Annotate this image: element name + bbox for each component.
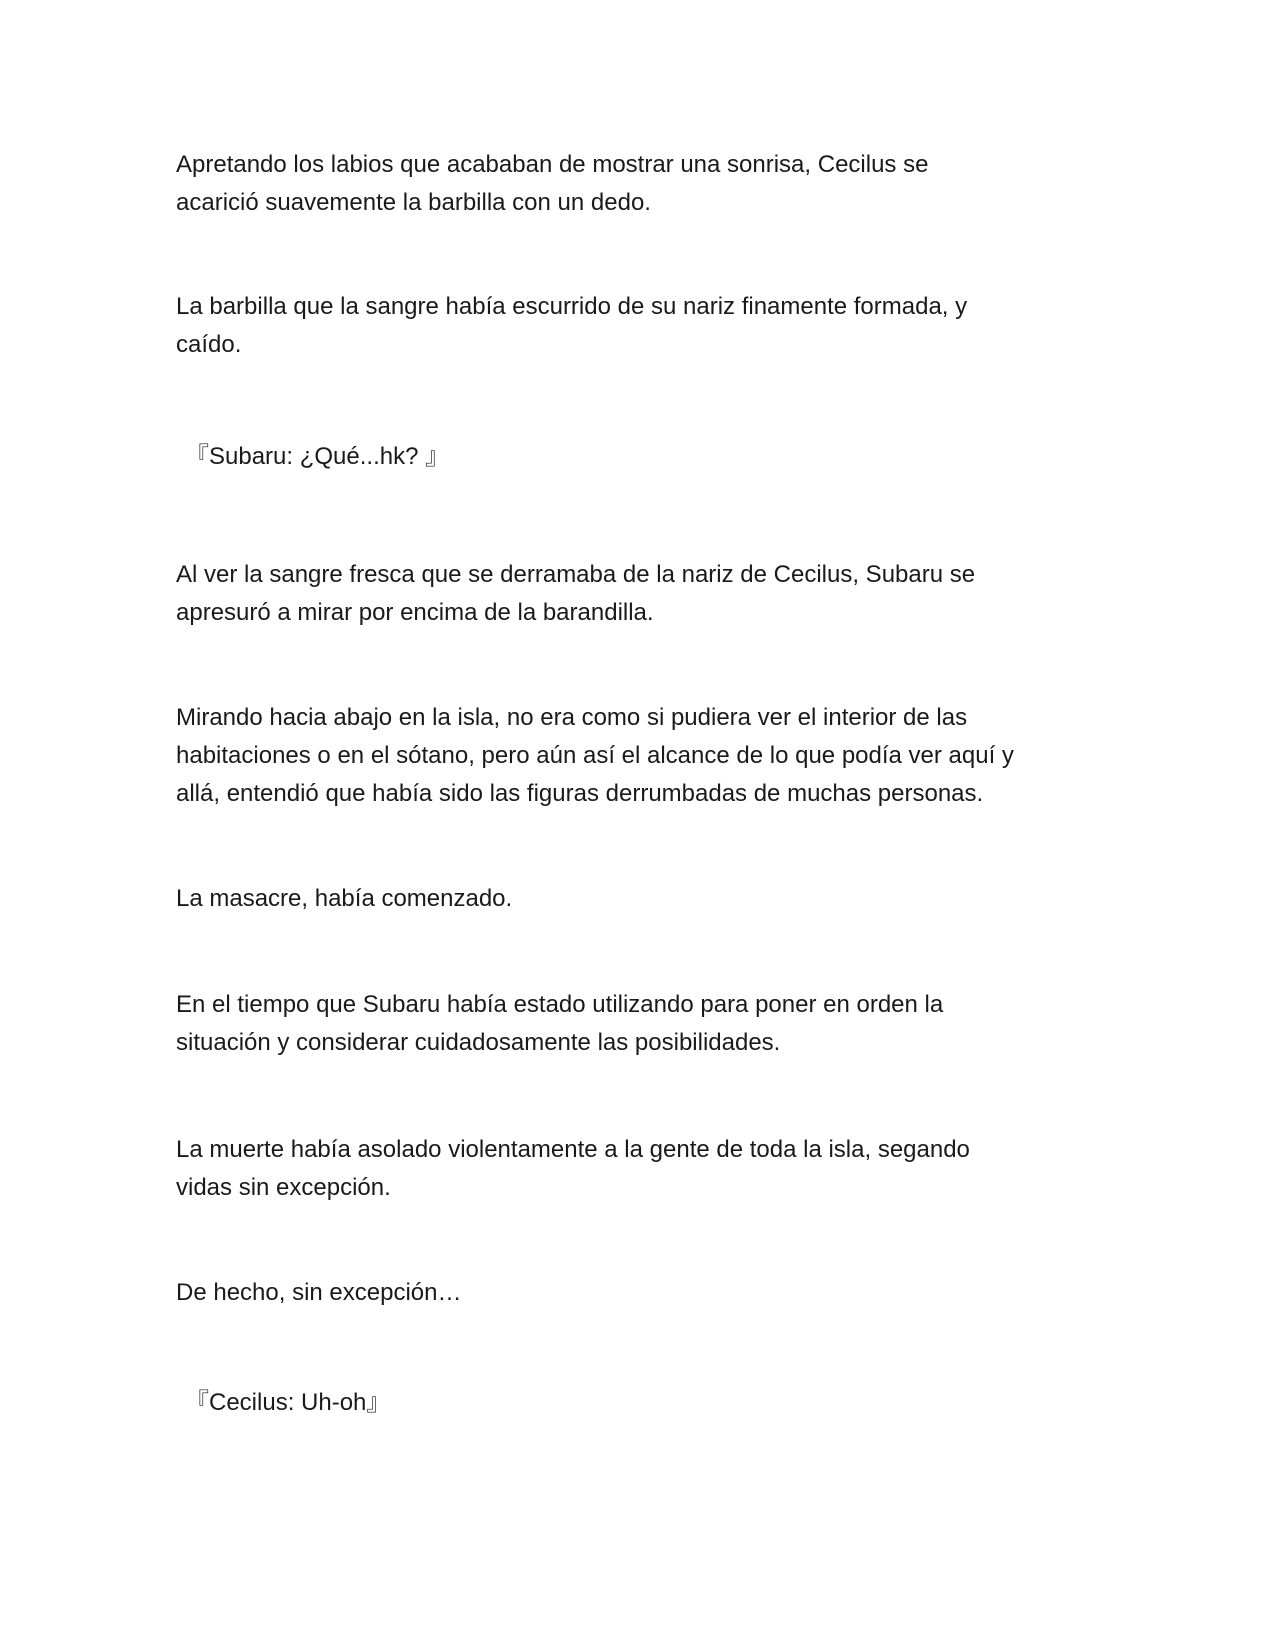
dialogue-subaru: 『Subaru: ¿Qué...hk? 』 [185, 443, 450, 470]
paragraph-5: La masacre, había comenzado. [176, 885, 513, 912]
paragraph-6: En el tiempo que Subaru había estado utilizando para poner en orden la situación y considerar cuidadosamente las posibilidades. [176, 991, 944, 1056]
paragraph-4: Mirando hacia abajo en la isla, no era como si pudiera ver el interior de las habitaciones o en el sótano, pero aún así el alcance de lo que podía ver aquí y allá, entendió que había sido las figuras derrumbadas de muchas personas. [176, 704, 1014, 807]
paragraph-7: La muerte había asolado violentamente a la gente de toda la isla, segando vidas sin excepción. [176, 1136, 970, 1201]
dialogue-cecilus: 『Cecilus: Uh-oh』 [185, 1389, 391, 1416]
paragraph-3: Al ver la sangre fresca que se derramaba de la nariz de Cecilus, Subaru se apresuró a mirar por encima de la barandilla. [176, 561, 976, 626]
paragraph-8: De hecho, sin excepción… [176, 1279, 462, 1306]
paragraph-1: Apretando los labios que acababan de mostrar una sonrisa, Cecilus se acarició suavemente la barbilla con un dedo. [176, 151, 929, 216]
paragraph-2: La barbilla que la sangre había escurrido de su nariz finamente formada, y caído. [176, 293, 968, 358]
